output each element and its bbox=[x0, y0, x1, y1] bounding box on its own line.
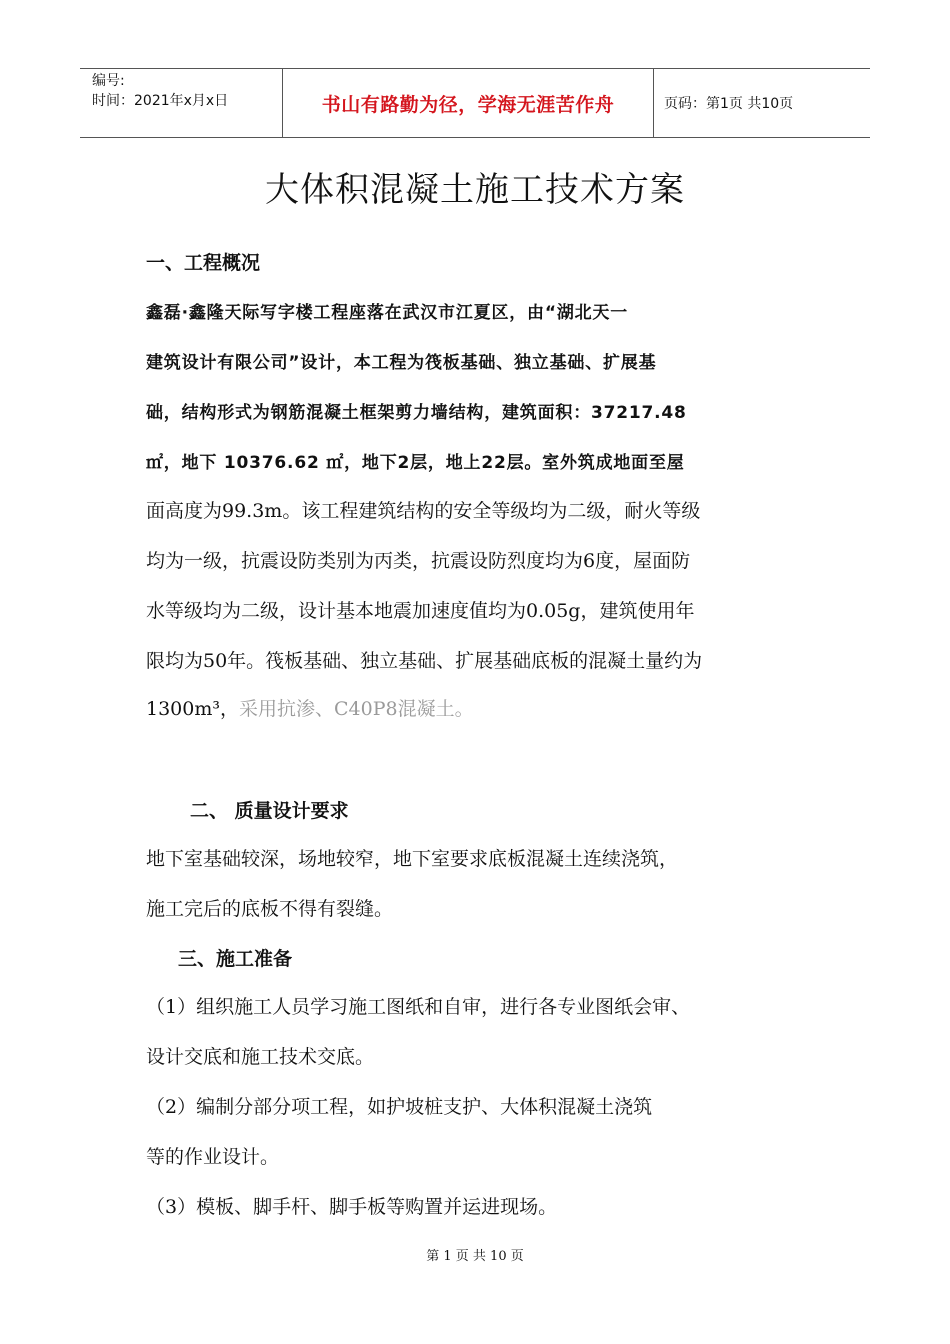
s2-line-2: 施工完后的底板不得有裂缝。 bbox=[146, 898, 394, 920]
s3-line-5: （3）模板、脚手杆、脚手板等购置并运进现场。 bbox=[146, 1196, 558, 1218]
section-2-heading: 二、 质量设计要求 bbox=[190, 800, 349, 822]
header-motto: 书山有路勤为径，学海无涯苦作舟 bbox=[282, 69, 654, 137]
code-label: 编号: bbox=[92, 73, 125, 89]
time-label: 时间：2021年x月x日 bbox=[92, 93, 229, 109]
page-header bbox=[80, 68, 870, 138]
page-footer: 第 1 页 共 10 页 bbox=[426, 1249, 524, 1264]
s1-line-3: 础，结构形式为钢筋混凝土框架剪力墙结构，建筑面积：37217.48 bbox=[146, 403, 687, 423]
header-page-info: 页码：第1页 共10页 bbox=[664, 96, 794, 112]
s1-line-1: 鑫磊·鑫隆天际写字楼工程座落在武汉市江夏区，由“湖北天一 bbox=[146, 303, 629, 323]
s1-line-9 bbox=[146, 694, 474, 721]
document-title: 大体积混凝土施工技术方案 bbox=[265, 170, 685, 210]
s1-line-5: 面高度为99.3m。该工程建筑结构的安全等级均为二级，耐火等级 bbox=[146, 500, 701, 522]
s2-line-1: 地下室基础较深，场地较窄，地下室要求底板混凝土连续浇筑， bbox=[146, 848, 679, 870]
s3-line-1: （1）组织施工人员学习施工图纸和自审，进行各专业图纸会审、 bbox=[146, 996, 691, 1018]
header-meta bbox=[80, 69, 282, 137]
s1-line-8: 限均为50年。筏板基础、独立基础、扩展基础底板的混凝土量约为 bbox=[146, 650, 703, 672]
s3-line-4: 等的作业设计。 bbox=[146, 1146, 280, 1168]
s1-line-4: ㎡，地下 10376.62 ㎡，地下2层，地上22层。室外筑成地面至屋 bbox=[146, 453, 685, 473]
s3-line-2: 设计交底和施工技术交底。 bbox=[146, 1046, 375, 1068]
s1-line-7: 水等级均为二级，设计基本地震加速度值均为0.05g，建筑使用年 bbox=[146, 600, 695, 622]
s1-line-2: 建筑设计有限公司”设计，本工程为筏板基础、独立基础、扩展基 bbox=[146, 353, 657, 373]
s1-line-6: 均为一级，抗震设防类别为丙类，抗震设防烈度均为6度，屋面防 bbox=[146, 550, 691, 572]
s3-line-3: （2）编制分部分项工程，如护坡桩支护、大体积混凝土浇筑 bbox=[146, 1096, 653, 1118]
section-3-heading: 三、施工准备 bbox=[178, 948, 293, 970]
concrete-spec: 采用抗渗、C40P8混凝土。 bbox=[239, 698, 474, 720]
section-1-heading: 一、工程概况 bbox=[146, 252, 261, 274]
concrete-volume: 1300m³， bbox=[146, 698, 239, 720]
